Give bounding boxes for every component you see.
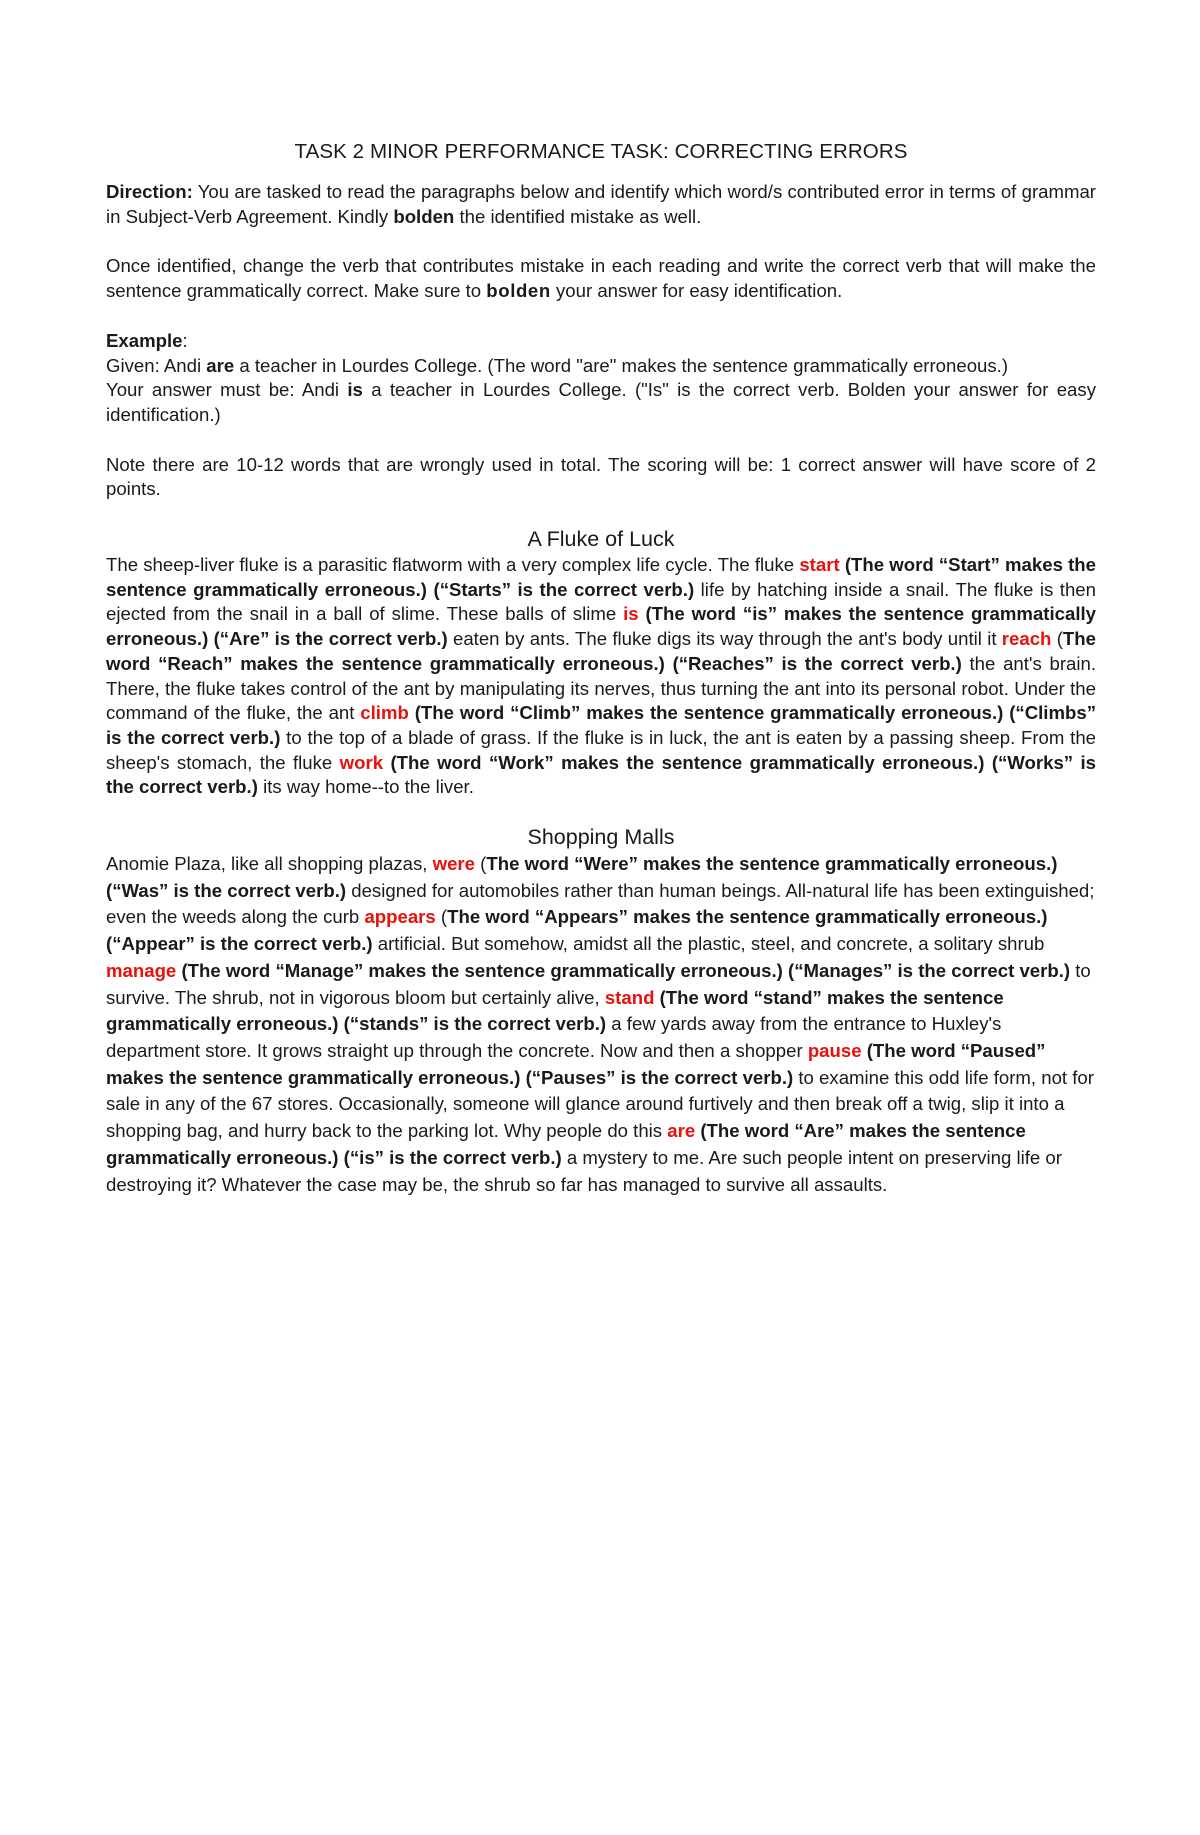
example-label: Example: [106, 329, 183, 351]
story-text: its way home--to the liver.: [257, 776, 474, 798]
correction-note: (The word “Paused” makes the sentence grammatically erroneous.) (“Pauses” is the correct verb.): [106, 1039, 1046, 1088]
instruction-text-2: your answer for easy identification.: [550, 280, 843, 302]
spacer: [106, 304, 1096, 329]
direction-text-1: You are tasked to read the paragraphs below and identify which word/s contributed error in terms of grammar in Subject-Verb Agreement. Kindly: [106, 181, 1096, 227]
story-text: The sheep-liver fluke is a parasitic flatworm with a very complex life cycle. The fluke: [106, 554, 800, 576]
error-verb: were: [432, 853, 475, 875]
story-text: to examine this odd life form, not for sale in any of the 67 stores. Occasionally, someone will glance around furtively and then break off a twig, slip it into a shopping bag, and hurry back to the parking lot. Why people do this: [106, 1066, 1094, 1142]
instruction-bold-word: bolden: [486, 280, 551, 302]
spacer: [106, 502, 1096, 516]
instruction-paragraph: [106, 254, 1096, 303]
example-label-line: [106, 329, 1096, 354]
correction-note: (The word “Start” makes the sentence grammatically erroneous.) (“Starts” is the correct verb.): [106, 554, 1096, 600]
correction-note: (The word “is” makes the sentence grammatically erroneous.) (“Are” is the correct verb.): [106, 603, 1096, 650]
error-verb: climb: [360, 702, 409, 724]
correction-note: (The word “Work” makes the sentence grammatically erroneous.) (“Works” is the correct verb.): [106, 751, 1096, 798]
note-paragraph: Note there are 10-12 words that are wrongly used in total. The scoring will be: 1 correct answer will have score of 2 points.: [106, 453, 1096, 500]
correction-note: The word “Were” makes the sentence grammatically erroneous.) (“Was” is the correct verb.): [106, 853, 1058, 901]
error-verb: manage: [106, 959, 177, 981]
story-text: a few yards away from the entrance to Huxley's department store. It grows straight up through the concrete. Now and then a shopper: [106, 1013, 1002, 1061]
story-text: (: [1051, 628, 1063, 650]
example-answer: [106, 378, 1096, 427]
error-verb: appears: [364, 906, 436, 928]
correction-note: (The word “stand” makes the sentence grammatically erroneous.) (“stands” is the correct verb.): [106, 986, 1004, 1035]
correction-note: (The word “Are” makes the sentence grammatically erroneous.) (“is” is the correct verb.): [106, 1120, 1026, 1168]
error-verb: work: [339, 751, 384, 773]
correction-note: The word “Reach” makes the sentence grammatically erroneous.) (“Reaches” is the correct verb.): [106, 628, 1096, 674]
example-given: [106, 354, 1096, 379]
story-text: a mystery to me. Are such people intent on preserving life or destroying it? Whatever the case may be, the shrub so far has managed to survive all assaults.: [106, 1146, 1062, 1195]
example-answer-text-2: a teacher in Lourdes College. ("Is" is the correct verb. Bolden your answer for easy identification.): [106, 379, 1096, 425]
correction-note: The word “Appears” makes the sentence grammatically erroneous.) (“Appear” is the correct verb.): [106, 906, 1048, 955]
story1-paragraph: [106, 553, 1096, 800]
error-verb: are: [667, 1120, 696, 1142]
direction-text-2: the identified mistake as well.: [454, 205, 702, 227]
story-text: (: [435, 906, 448, 928]
spacer: [106, 428, 1096, 453]
story-text: Anomie Plaza, like all shopping plazas,: [106, 853, 433, 875]
story-text: the ant's brain. There, the fluke takes control of the ant by manipulating its nerves, thus turning the ant into its personal robot. Under the command of the fluke, the ant: [106, 652, 1096, 724]
instruction-text-1: Once identified, change the verb that contributes mistake in each reading and write the correct verb that will make the sentence grammatically correct. Make sure to: [106, 255, 1096, 302]
error-verb: is: [623, 603, 639, 625]
error-verb: start: [799, 554, 840, 576]
story-text: life by hatching inside a snail. The fluke is then ejected from the snail in a ball of slime. These balls of slime: [106, 578, 1096, 625]
error-verb: reach: [1001, 628, 1052, 650]
spacer: [106, 229, 1096, 254]
story2-heading: Shopping Malls: [527, 825, 675, 850]
example-answer-bold: is: [347, 379, 363, 401]
direction-bold-word: bolden: [393, 205, 455, 227]
story-text: designed for automobiles rather than human beings. All-natural life has been extinguished; even the weeds along the curb: [106, 879, 1095, 928]
error-verb: pause: [807, 1039, 862, 1061]
story1-heading: A Fluke of Luck: [527, 527, 675, 552]
example-given-bold: are: [206, 354, 235, 376]
story-text: artificial. But somehow, amidst all the plastic, steel, and concrete, a solitary shrub: [372, 933, 1045, 955]
story-text: eaten by ants. The fluke digs its way through the ant's body until it: [447, 628, 1002, 650]
story-text: to survive. The shrub, not in vigorous bloom but certainly alive,: [106, 959, 1091, 1008]
story2-paragraph: [106, 851, 1098, 1198]
example-colon: :: [182, 329, 188, 351]
story-text: (: [475, 853, 487, 875]
error-verb: stand: [604, 986, 655, 1008]
direction-paragraph: [106, 180, 1096, 229]
direction-label: Direction:: [106, 181, 193, 202]
example-given-text-1: Given: Andi: [106, 354, 207, 376]
correction-note: (The word “Climb” makes the sentence grammatically erroneous.) (“Climbs” is the correct verb.): [106, 702, 1096, 748]
spacer: [106, 800, 1096, 814]
document-page: [106, 140, 1096, 1198]
example-given-text-2: a teacher in Lourdes College. (The word "are" makes the sentence grammatically erroneous.): [234, 354, 1009, 376]
correction-note: (The word “Manage” makes the sentence grammatically erroneous.) (“Manages” is the correct verb.): [176, 959, 1071, 981]
story-text: to the top of a blade of grass. If the fluke is in luck, the ant is eaten by a passing sheep. From the sheep's stomach, the fluke: [106, 726, 1097, 773]
example-answer-text-1: Your answer must be: Andi: [106, 379, 348, 401]
page-title: TASK 2 MINOR PERFORMANCE TASK: CORRECTING ERRORS: [294, 140, 908, 163]
